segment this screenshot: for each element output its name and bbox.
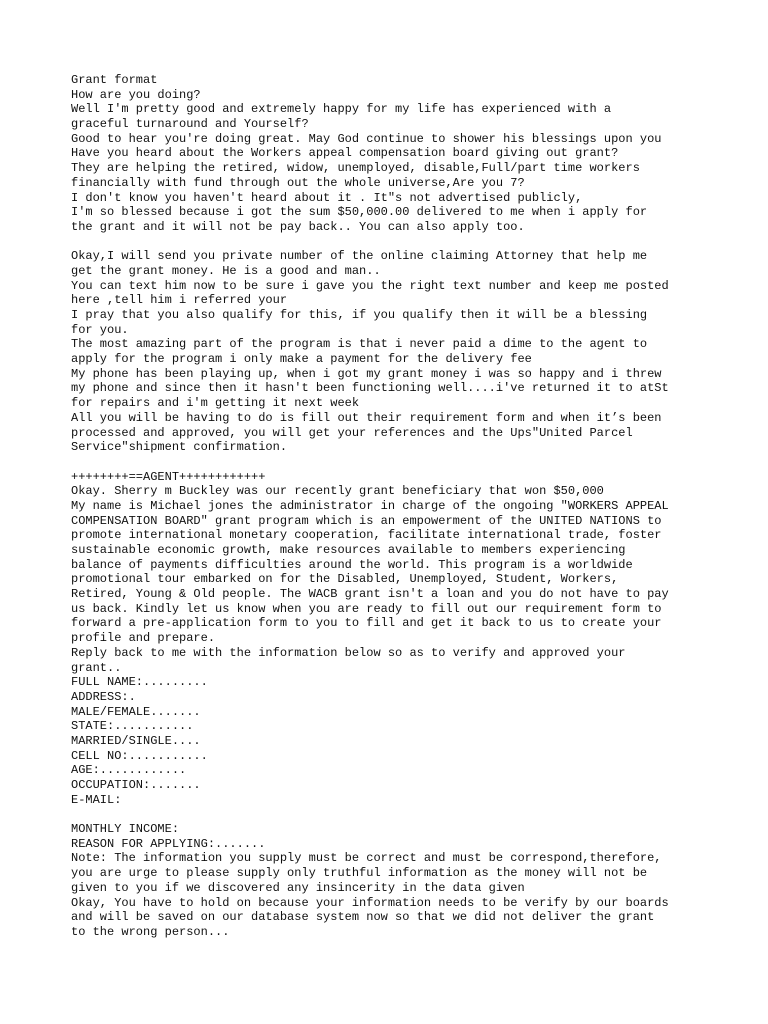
document-line: grant.. bbox=[71, 660, 122, 675]
document-line: and will be saved on our database system now so that we did not deliver the grant bbox=[71, 910, 655, 925]
document-line: here ,tell him i referred your bbox=[71, 293, 288, 308]
document-line: FULL NAME:......... bbox=[71, 675, 208, 690]
document-line: The most amazing part of the program is that i never paid a dime to the agent to bbox=[71, 337, 648, 352]
document-line: Well I'm pretty good and extremely happy for my life has experienced with a bbox=[71, 102, 612, 117]
document-line: MALE/FEMALE....... bbox=[71, 704, 201, 719]
document-line: CELL NO:........... bbox=[71, 748, 208, 763]
document-line: My name is Michael jones the administrator in charge of the ongoing "WORKERS APPEAL bbox=[71, 498, 669, 513]
document-line: AGE:............ bbox=[71, 763, 187, 778]
document-line: graceful turnaround and Yourself? bbox=[71, 117, 309, 132]
document-line: ADDRESS:. bbox=[71, 689, 136, 704]
document-line: STATE:........... bbox=[71, 719, 194, 734]
document-line: Service"shipment confirmation. bbox=[71, 440, 288, 455]
document-line: Retired, Young & Old people. The WACB grant isn't a loan and you do not have to pay bbox=[71, 587, 669, 602]
document-line: ++++++++==AGENT++++++++++++ bbox=[71, 469, 266, 484]
document-line: All you will be having to do is fill out their requirement form and when it’s been bbox=[71, 410, 662, 425]
document-body bbox=[71, 73, 711, 940]
document-line: processed and approved, you will get your references and the Ups"United Parcel bbox=[71, 425, 633, 440]
document-line: My phone has been playing up, when i got my grant money i was so happy and i threw bbox=[71, 366, 662, 381]
document-line: I pray that you also qualify for this, if you qualify then it will be a blessing bbox=[71, 308, 648, 322]
document-line: They are helping the retired, widow, unemployed, disable,Full/part time workers bbox=[71, 161, 640, 176]
document-line: OCCUPATION:....... bbox=[71, 778, 201, 792]
document-line: for repairs and i'm getting it next week bbox=[71, 396, 360, 411]
document-line: You can text him now to be sure i gave you the right text number and keep me posted bbox=[71, 278, 669, 293]
document-line bbox=[71, 807, 711, 822]
document-line bbox=[71, 235, 711, 250]
document-line: How are you doing? bbox=[71, 87, 201, 102]
document-line: given to you if we discovered any insincerity in the data given bbox=[71, 880, 525, 895]
document-line: balance of payments difficulties around the world. This program is a worldwide bbox=[71, 557, 633, 572]
document-line: my phone and since then it hasn't been functioning well....i've returned it to atSt bbox=[71, 381, 669, 396]
document-line: apply for the program i only make a payment for the delivery fee bbox=[71, 352, 532, 367]
document-line: the grant and it will not be pay back.. You can also apply too. bbox=[71, 219, 525, 234]
document-line: promote international monetary cooperation, facilitate international trade, foster bbox=[71, 528, 662, 543]
document-line bbox=[71, 455, 711, 470]
document-line: Grant format bbox=[71, 73, 158, 87]
document-line: REASON FOR APPLYING:....... bbox=[71, 836, 266, 851]
document-line: Note: The information you supply must be correct and must be correspond,therefore, bbox=[71, 851, 662, 866]
document-line: forward a pre-application form to you to fill and get it back to us to create your bbox=[71, 616, 662, 631]
document-line: Good to hear you're doing great. May God continue to shower his blessings upon you bbox=[71, 131, 662, 146]
document-line: sustainable economic growth, make resources available to members experiencing bbox=[71, 543, 626, 557]
document-line: promotional tour embarked on for the Disabled, Unemployed, Student, Workers, bbox=[71, 572, 619, 587]
document-line: MONTHLY INCOME: bbox=[71, 822, 180, 837]
document-line: financially with fund through out the whole universe,Are you 7? bbox=[71, 175, 525, 190]
document-line: I don't know you haven't heard about it . It"s not advertised publicly, bbox=[71, 190, 583, 205]
document-line: Okay. Sherry m Buckley was our recently grant beneficiary that won $50,000 bbox=[71, 484, 604, 499]
document-line: us back. Kindly let us know when you are ready to fill out our requirement form to bbox=[71, 601, 662, 616]
document-line: MARRIED/SINGLE.... bbox=[71, 733, 201, 748]
document-line: COMPENSATION BOARD" grant program which is an empowerment of the UNITED NATIONS to bbox=[71, 513, 662, 528]
document-line: profile and prepare. bbox=[71, 631, 216, 646]
document-line: to the wrong person... bbox=[71, 924, 230, 939]
document-line: I'm so blessed because i got the sum $50,000.00 delivered to me when i apply for bbox=[71, 205, 648, 220]
document-line: get the grant money. He is a good and man.. bbox=[71, 263, 381, 278]
document-line: E-MAIL: bbox=[71, 792, 122, 807]
document-line: Have you heard about the Workers appeal compensation board giving out grant? bbox=[71, 146, 619, 161]
document-line: you are urge to please supply only truthful information as the money will not be bbox=[71, 866, 648, 881]
document-line: Okay, You have to hold on because your information needs to be verify by our boards bbox=[71, 895, 669, 910]
document-line: Reply back to me with the information below so as to verify and approved your bbox=[71, 645, 626, 660]
document-line: Okay,I will send you private number of the online claiming Attorney that help me bbox=[71, 249, 648, 264]
document-line: for you. bbox=[71, 322, 129, 337]
